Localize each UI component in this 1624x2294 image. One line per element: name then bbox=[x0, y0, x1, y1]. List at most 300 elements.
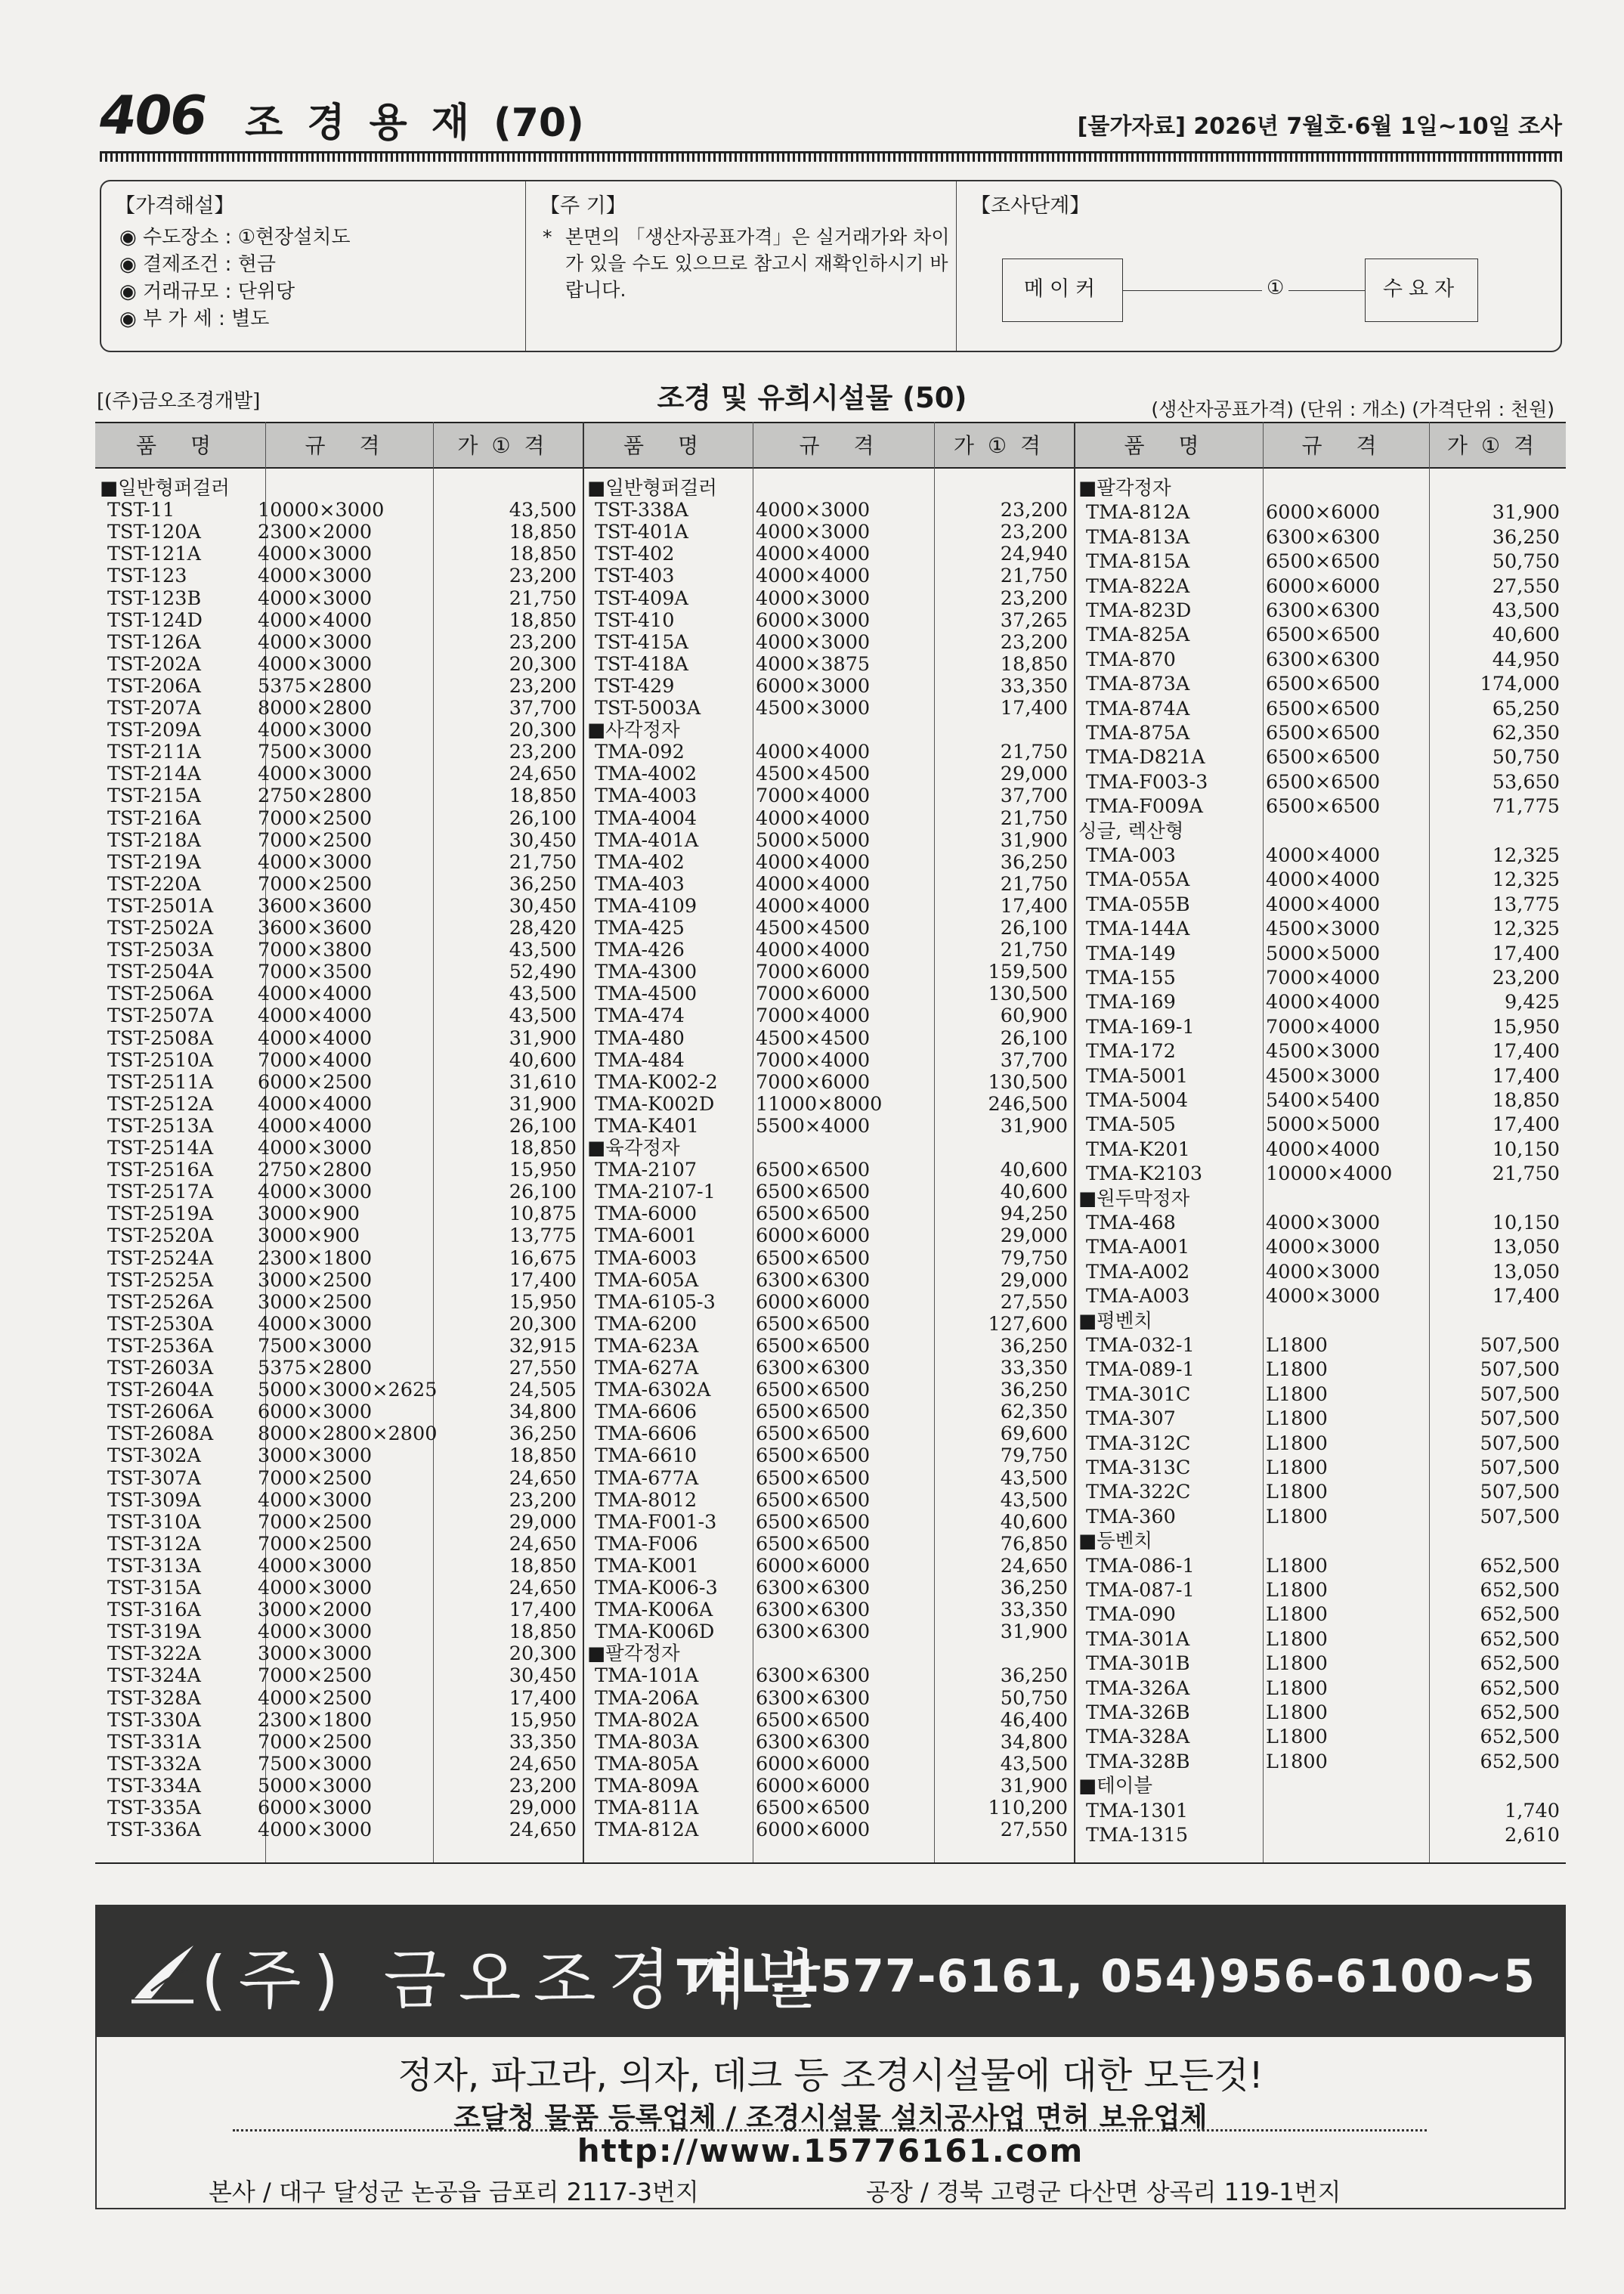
item-name: TMA-823D bbox=[1086, 599, 1192, 622]
table-row bbox=[1074, 1481, 1566, 1503]
item-name: TST-410 bbox=[595, 608, 675, 632]
item-price: 652,500 bbox=[1480, 1750, 1560, 1773]
table-header-row bbox=[95, 422, 1566, 469]
item-name: TST-202A bbox=[107, 652, 201, 676]
item-spec: 7500×3000 bbox=[258, 1752, 373, 1775]
item-price: 31,610 bbox=[509, 1070, 577, 1094]
table-row bbox=[95, 1621, 583, 1643]
item-spec: 6300×6300 bbox=[1266, 599, 1381, 622]
item-spec: 4000×3000 bbox=[258, 565, 373, 588]
table-row bbox=[583, 1577, 1074, 1599]
item-name: TMA-307 bbox=[1086, 1407, 1176, 1431]
item-price: 18,850 bbox=[509, 785, 577, 808]
item-spec: 7000×4000 bbox=[756, 1048, 871, 1072]
table-row bbox=[95, 1379, 583, 1401]
table-row bbox=[1074, 1041, 1566, 1063]
item-spec: 4000×3000 bbox=[258, 1312, 373, 1336]
item-name: TMA-623A bbox=[595, 1334, 699, 1358]
item-name: TMA-K201 bbox=[1086, 1138, 1190, 1161]
item-spec: 6300×6300 bbox=[1266, 525, 1381, 549]
table-row bbox=[1074, 1114, 1566, 1136]
table-row bbox=[583, 852, 1074, 874]
table-row bbox=[1074, 1017, 1566, 1039]
item-name: TST-2520A bbox=[107, 1224, 214, 1248]
item-name: TST-220A bbox=[107, 872, 201, 896]
item-name: TMA-169-1 bbox=[1086, 1015, 1195, 1039]
item-spec: L1800 bbox=[1266, 1652, 1328, 1676]
table-row bbox=[1074, 772, 1566, 794]
table-row bbox=[1074, 1359, 1566, 1381]
item-price: 21,750 bbox=[1000, 872, 1068, 896]
item-price: 43,500 bbox=[509, 983, 577, 1006]
item-price: 21,750 bbox=[509, 587, 577, 610]
item-price: 18,850 bbox=[1000, 652, 1068, 676]
item-spec: 4000×3000 bbox=[258, 543, 373, 566]
table-row bbox=[1074, 1653, 1566, 1675]
item-price: 36,250 bbox=[509, 1423, 577, 1446]
table-row bbox=[583, 741, 1074, 763]
item-price: 23,200 bbox=[509, 565, 577, 588]
column-header-name: 품 명 bbox=[623, 433, 712, 458]
item-spec: 6300×6300 bbox=[1266, 648, 1381, 671]
item-name: TMA-092 bbox=[595, 741, 685, 764]
item-price: 23,200 bbox=[1000, 499, 1068, 522]
item-price: 13,775 bbox=[1492, 893, 1560, 916]
item-spec: L1800 bbox=[1266, 1505, 1328, 1528]
item-name: TMA-4300 bbox=[595, 961, 698, 984]
table-row bbox=[95, 874, 583, 896]
page-number: 406 bbox=[100, 85, 206, 147]
source-label: [물가자료] 2026년 7월호·6월 1일~10일 조사 bbox=[1077, 113, 1562, 140]
table-row bbox=[95, 543, 583, 565]
item-name: ■원두막정자 bbox=[1078, 1187, 1190, 1210]
item-name: TMA-875A bbox=[1086, 722, 1190, 745]
item-spec: 4000×3000 bbox=[1266, 1260, 1381, 1283]
item-spec: 7000×6000 bbox=[756, 961, 871, 984]
item-price: 30,450 bbox=[509, 894, 577, 918]
table-row bbox=[583, 874, 1074, 896]
page-header bbox=[100, 82, 1562, 147]
item-price: 21,750 bbox=[509, 850, 577, 874]
item-name: TMA-812A bbox=[1086, 501, 1190, 525]
column-header-name: 품 명 bbox=[1124, 433, 1213, 458]
price-table bbox=[95, 422, 1566, 1864]
survey-stage bbox=[957, 181, 1564, 351]
item-price: 31,900 bbox=[509, 1026, 577, 1050]
item-price: 10,150 bbox=[1492, 1212, 1560, 1234]
item-price: 43,500 bbox=[1492, 599, 1560, 622]
ad-company-name: (주) 금오조경개발 bbox=[201, 1943, 833, 2018]
table-row bbox=[95, 1401, 583, 1423]
item-price: 37,700 bbox=[1000, 785, 1068, 808]
item-name: TMA-089-1 bbox=[1086, 1358, 1195, 1382]
item-name: TST-2508A bbox=[107, 1026, 214, 1050]
item-spec: L1800 bbox=[1266, 1579, 1328, 1602]
item-price: 23,200 bbox=[1000, 521, 1068, 544]
item-price: 15,950 bbox=[509, 1290, 577, 1314]
item-price: 31,900 bbox=[1000, 1621, 1068, 1644]
item-name: TMA-A001 bbox=[1086, 1236, 1190, 1259]
item-spec: 7000×4000 bbox=[1266, 1015, 1381, 1039]
item-name: TMA-811A bbox=[595, 1797, 699, 1819]
item-name: TMA-5004 bbox=[1086, 1089, 1189, 1112]
item-price: 18,850 bbox=[509, 1621, 577, 1644]
table-row bbox=[95, 940, 583, 961]
item-name: TMA-403 bbox=[595, 872, 685, 896]
item-price: 46,400 bbox=[1000, 1708, 1068, 1732]
item-name: TMA-D821A bbox=[1086, 746, 1205, 769]
item-spec: 6500×6500 bbox=[1266, 722, 1381, 745]
item-name: TST-214A bbox=[107, 763, 201, 786]
item-name: TMA-805A bbox=[595, 1752, 699, 1775]
item-name: TMA-301C bbox=[1086, 1382, 1191, 1406]
item-price: 40,600 bbox=[1000, 1510, 1068, 1534]
item-spec: 4000×4000 bbox=[258, 983, 373, 1006]
item-price: 71,775 bbox=[1492, 795, 1560, 819]
table-row bbox=[583, 1336, 1074, 1358]
item-spec: 3000×3000 bbox=[258, 1444, 373, 1468]
table-row bbox=[95, 1028, 583, 1050]
item-price: 17,400 bbox=[1000, 697, 1068, 720]
item-price: 79,750 bbox=[1000, 1246, 1068, 1270]
item-price: 12,325 bbox=[1492, 844, 1560, 867]
item-price: 21,750 bbox=[1000, 741, 1068, 764]
item-name: TMA-6606 bbox=[595, 1423, 698, 1446]
item-spec: 6000×6000 bbox=[1266, 501, 1381, 525]
item-name: TST-2608A bbox=[107, 1423, 214, 1446]
item-spec: 5400×5400 bbox=[1266, 1089, 1381, 1112]
table-row bbox=[583, 500, 1074, 522]
item-spec: 7000×4000 bbox=[258, 1048, 373, 1072]
table-row bbox=[1074, 1384, 1566, 1406]
item-price: 23,200 bbox=[509, 1774, 577, 1797]
table-row bbox=[95, 676, 583, 698]
item-name: TMA-802A bbox=[595, 1708, 699, 1732]
item-name: TST-313A bbox=[107, 1554, 201, 1577]
item-price: 652,500 bbox=[1480, 1701, 1560, 1724]
item-name: 싱글, 렉산형 bbox=[1078, 819, 1184, 843]
item-price: 65,250 bbox=[1492, 697, 1560, 720]
table-row bbox=[583, 1732, 1074, 1754]
item-price: 21,750 bbox=[1000, 939, 1068, 962]
item-price: 33,350 bbox=[1000, 674, 1068, 698]
item-spec: 7000×2500 bbox=[258, 828, 373, 852]
item-name: TST-415A bbox=[595, 630, 688, 654]
item-name: TMA-425 bbox=[595, 917, 685, 940]
table-row bbox=[1074, 967, 1566, 989]
item-spec: 7000×2500 bbox=[258, 806, 373, 830]
item-price: 24,650 bbox=[509, 1819, 577, 1842]
table-row bbox=[583, 1292, 1074, 1314]
ad-website-link[interactable]: http://www.15776161.com bbox=[577, 2132, 1084, 2169]
item-price: 40,600 bbox=[509, 1048, 577, 1072]
item-name: TMA-401A bbox=[595, 828, 699, 852]
item-spec: 7000×3800 bbox=[258, 939, 373, 962]
table-row bbox=[95, 1225, 583, 1247]
table-row bbox=[583, 918, 1074, 940]
table-row bbox=[1074, 1629, 1566, 1651]
item-spec: 4000×3000 bbox=[258, 763, 373, 786]
table-row bbox=[583, 1050, 1074, 1072]
item-name: TST-218A bbox=[107, 828, 201, 852]
item-name: TMA-825A bbox=[1086, 624, 1190, 647]
table-row bbox=[1074, 1457, 1566, 1479]
item-spec: 6300×6300 bbox=[756, 1621, 871, 1644]
item-spec: 6500×6500 bbox=[756, 1246, 871, 1270]
table-row bbox=[95, 1358, 583, 1379]
item-name: TST-2536A bbox=[107, 1334, 214, 1358]
item-price: 31,900 bbox=[1492, 501, 1560, 525]
item-name: TMA-360 bbox=[1086, 1505, 1176, 1528]
item-spec: 4000×3000 bbox=[756, 630, 871, 654]
item-price: 12,325 bbox=[1492, 918, 1560, 941]
item-name: TST-310A bbox=[107, 1510, 201, 1534]
item-name: TST-2519A bbox=[107, 1203, 214, 1226]
item-name: TST-332A bbox=[107, 1752, 201, 1775]
item-spec: 4000×4000 bbox=[756, 543, 871, 566]
item-name: TST-2606A bbox=[107, 1401, 214, 1424]
item-name: TMA-505 bbox=[1086, 1113, 1176, 1137]
item-spec: 3000×3000 bbox=[258, 1642, 373, 1666]
item-spec: 4000×4000 bbox=[756, 939, 871, 962]
item-name: TMA-1301 bbox=[1086, 1799, 1189, 1822]
table-row bbox=[95, 1203, 583, 1225]
item-price: 26,100 bbox=[1000, 917, 1068, 940]
item-price: 15,950 bbox=[1492, 1015, 1560, 1039]
item-name: TST-215A bbox=[107, 785, 201, 808]
item-price: 17,400 bbox=[509, 1268, 577, 1292]
item-price: 40,600 bbox=[1000, 1159, 1068, 1182]
item-name: TST-2604A bbox=[107, 1379, 214, 1402]
item-name: TMA-815A bbox=[1086, 550, 1190, 574]
item-name: TMA-F001-3 bbox=[595, 1510, 717, 1534]
item-name: TST-331A bbox=[107, 1730, 201, 1754]
table-row bbox=[583, 543, 1074, 565]
item-name: TST-121A bbox=[107, 543, 201, 566]
item-spec: 6000×6000 bbox=[756, 1819, 871, 1842]
section-heading-row bbox=[95, 478, 583, 500]
item-spec: 4500×3000 bbox=[1266, 1040, 1381, 1063]
item-name: TMA-870 bbox=[1086, 648, 1176, 671]
item-spec: 4000×4000 bbox=[258, 1026, 373, 1050]
item-name: TST-2513A bbox=[107, 1114, 214, 1138]
item-name: TMA-K006D bbox=[595, 1621, 715, 1644]
table-row bbox=[95, 961, 583, 983]
item-price: 30,450 bbox=[509, 828, 577, 852]
item-name: TMA-K006A bbox=[595, 1599, 713, 1622]
item-price: 17,400 bbox=[1492, 1285, 1560, 1308]
item-price: 32,915 bbox=[509, 1334, 577, 1358]
table-row bbox=[95, 1797, 583, 1819]
item-name: TST-316A bbox=[107, 1599, 201, 1622]
item-name: TST-2512A bbox=[107, 1092, 214, 1116]
item-name: TMA-813A bbox=[1086, 525, 1190, 549]
table-row bbox=[583, 1159, 1074, 1181]
item-name: TST-2526A bbox=[107, 1290, 214, 1314]
item-spec: 10000×4000 bbox=[1266, 1162, 1393, 1186]
price-explanation-list bbox=[119, 224, 351, 333]
item-spec: 6000×2500 bbox=[258, 1070, 373, 1094]
item-price: 24,650 bbox=[509, 763, 577, 786]
table-row bbox=[95, 1775, 583, 1797]
item-name: TST-2507A bbox=[107, 1005, 214, 1028]
price-item: ◉ 부 가 세 : 별도 bbox=[119, 305, 351, 333]
item-price: 24,505 bbox=[509, 1379, 577, 1402]
item-name: TMA-086-1 bbox=[1086, 1554, 1195, 1577]
column-header-price: 가①격 bbox=[953, 433, 1055, 458]
item-spec: 4000×3000 bbox=[258, 1577, 373, 1599]
item-spec: L1800 bbox=[1266, 1457, 1328, 1479]
item-price: 18,850 bbox=[509, 1444, 577, 1468]
item-price: 33,350 bbox=[1000, 1357, 1068, 1379]
item-price: 43,500 bbox=[1000, 1466, 1068, 1490]
table-row bbox=[95, 1643, 583, 1665]
table-row bbox=[1074, 1800, 1566, 1822]
item-price: 26,100 bbox=[509, 1181, 577, 1204]
item-price: 2,610 bbox=[1504, 1824, 1560, 1847]
price-item: ◉ 수도장소 : ①현장설치도 bbox=[119, 224, 351, 251]
item-price: 31,900 bbox=[1000, 828, 1068, 852]
item-name: TMA-032-1 bbox=[1086, 1334, 1195, 1357]
item-spec: 11000×8000 bbox=[756, 1092, 883, 1116]
item-spec: 4500×3000 bbox=[1266, 918, 1381, 941]
survey-stage-title: 【조사단계】 bbox=[970, 194, 1090, 218]
item-name: TMA-5001 bbox=[1086, 1064, 1189, 1088]
ad-details bbox=[95, 2037, 1566, 2209]
column-header-spec: 규 격 bbox=[305, 433, 394, 458]
item-spec: 4500×4500 bbox=[756, 763, 871, 786]
table-row bbox=[95, 1732, 583, 1754]
item-price: 76,850 bbox=[1000, 1532, 1068, 1556]
table-bottom-rule bbox=[95, 1862, 1566, 1864]
item-spec: 7000×6000 bbox=[756, 983, 871, 1006]
item-name: TST-338A bbox=[595, 499, 688, 522]
table-row bbox=[583, 983, 1074, 1005]
item-name: TMA-313C bbox=[1086, 1457, 1191, 1479]
table-row bbox=[95, 1819, 583, 1841]
item-price: 50,750 bbox=[1492, 746, 1560, 769]
note-body bbox=[543, 224, 951, 303]
table-row bbox=[1074, 1408, 1566, 1430]
item-name: ■일반형퍼걸러 bbox=[100, 477, 230, 500]
table-row bbox=[1074, 649, 1566, 671]
item-price: 24,650 bbox=[509, 1466, 577, 1490]
item-name: TST-409A bbox=[595, 587, 688, 610]
item-price: 40,600 bbox=[1492, 624, 1560, 647]
table-row bbox=[583, 808, 1074, 830]
item-name: TST-330A bbox=[107, 1708, 201, 1732]
item-price: 18,850 bbox=[509, 543, 577, 566]
item-name: TMA-K002-2 bbox=[595, 1070, 718, 1094]
item-name: TMA-144A bbox=[1086, 918, 1190, 941]
item-price: 31,900 bbox=[1000, 1774, 1068, 1797]
item-name: ■테이블 bbox=[1078, 1775, 1152, 1798]
item-spec: 6300×6300 bbox=[756, 1577, 871, 1599]
price-explanation-title: 【가격해설】 bbox=[115, 194, 235, 218]
item-spec: 7000×3500 bbox=[258, 961, 373, 984]
item-spec: L1800 bbox=[1266, 1432, 1328, 1455]
table-row bbox=[95, 565, 583, 587]
table-row bbox=[95, 1094, 583, 1116]
item-spec: 4000×4000 bbox=[1266, 868, 1381, 892]
note-title: 【주 기】 bbox=[540, 194, 626, 218]
item-price: 24,940 bbox=[1000, 543, 1068, 566]
item-name: TST-126A bbox=[107, 630, 201, 654]
table-row bbox=[583, 1094, 1074, 1116]
item-name: TST-401A bbox=[595, 521, 688, 544]
item-price: 174,000 bbox=[1480, 673, 1560, 696]
item-name: TMA-A002 bbox=[1086, 1260, 1190, 1283]
table-row bbox=[583, 1028, 1074, 1050]
section-heading-row bbox=[583, 1643, 1074, 1665]
item-price: 50,750 bbox=[1000, 1686, 1068, 1710]
item-name: TST-309A bbox=[107, 1488, 201, 1512]
item-price: 18,850 bbox=[509, 608, 577, 632]
item-spec: 4000×3000 bbox=[1266, 1236, 1381, 1259]
item-price: 16,675 bbox=[509, 1246, 577, 1270]
table-row bbox=[583, 1688, 1074, 1710]
item-spec: 6500×6500 bbox=[756, 1203, 871, 1226]
section-heading-row bbox=[1074, 478, 1566, 500]
column-header-price: 가①격 bbox=[457, 433, 558, 458]
table-row bbox=[95, 1754, 583, 1775]
item-price: 23,200 bbox=[1000, 630, 1068, 654]
item-name: TST-123B bbox=[107, 587, 202, 610]
item-spec: 6500×6500 bbox=[756, 1488, 871, 1512]
item-spec: 8000×2800×2800 bbox=[258, 1423, 438, 1446]
table-row bbox=[583, 1401, 1074, 1423]
item-price: 1,740 bbox=[1504, 1799, 1560, 1822]
item-price: 17,400 bbox=[509, 1686, 577, 1710]
item-name: TMA-812A bbox=[595, 1819, 699, 1842]
section-heading-row bbox=[1074, 1311, 1566, 1333]
item-name: TST-209A bbox=[107, 719, 201, 742]
item-price: 652,500 bbox=[1480, 1652, 1560, 1676]
stage-mark: ① bbox=[1262, 277, 1288, 299]
item-spec: 4000×3000 bbox=[756, 499, 871, 522]
item-name: TST-315A bbox=[107, 1577, 201, 1599]
table-row bbox=[1074, 1163, 1566, 1185]
item-spec: 2750×2800 bbox=[258, 785, 373, 808]
item-spec: 6000×6000 bbox=[756, 1752, 871, 1775]
item-name: TMA-149 bbox=[1086, 942, 1176, 965]
item-name: TMA-468 bbox=[1086, 1212, 1176, 1234]
item-spec: 7000×2500 bbox=[258, 1664, 373, 1688]
item-price: 20,300 bbox=[509, 652, 577, 676]
item-spec: 7000×2500 bbox=[258, 1730, 373, 1754]
item-spec: 5375×2800 bbox=[258, 674, 373, 698]
table-row bbox=[95, 1577, 583, 1599]
table-row bbox=[583, 961, 1074, 983]
table-row bbox=[583, 588, 1074, 610]
item-price: 652,500 bbox=[1480, 1627, 1560, 1651]
item-name: ■팔각정자 bbox=[587, 1642, 680, 1666]
item-spec: 7000×4000 bbox=[756, 1005, 871, 1028]
table-row bbox=[583, 1665, 1074, 1687]
item-price: 13,775 bbox=[509, 1224, 577, 1248]
table-row bbox=[1074, 845, 1566, 867]
price-item: ◉ 결제조건 : 현금 bbox=[119, 251, 351, 278]
item-price: 507,500 bbox=[1480, 1457, 1560, 1479]
item-name: TST-2502A bbox=[107, 917, 214, 940]
section-title bbox=[245, 91, 584, 147]
item-name: TMA-6610 bbox=[595, 1444, 698, 1468]
item-spec: 10000×3000 bbox=[258, 499, 385, 522]
table-row bbox=[583, 1797, 1074, 1819]
table-row bbox=[583, 763, 1074, 785]
item-price: 69,600 bbox=[1000, 1423, 1068, 1446]
table-row bbox=[583, 1819, 1074, 1841]
